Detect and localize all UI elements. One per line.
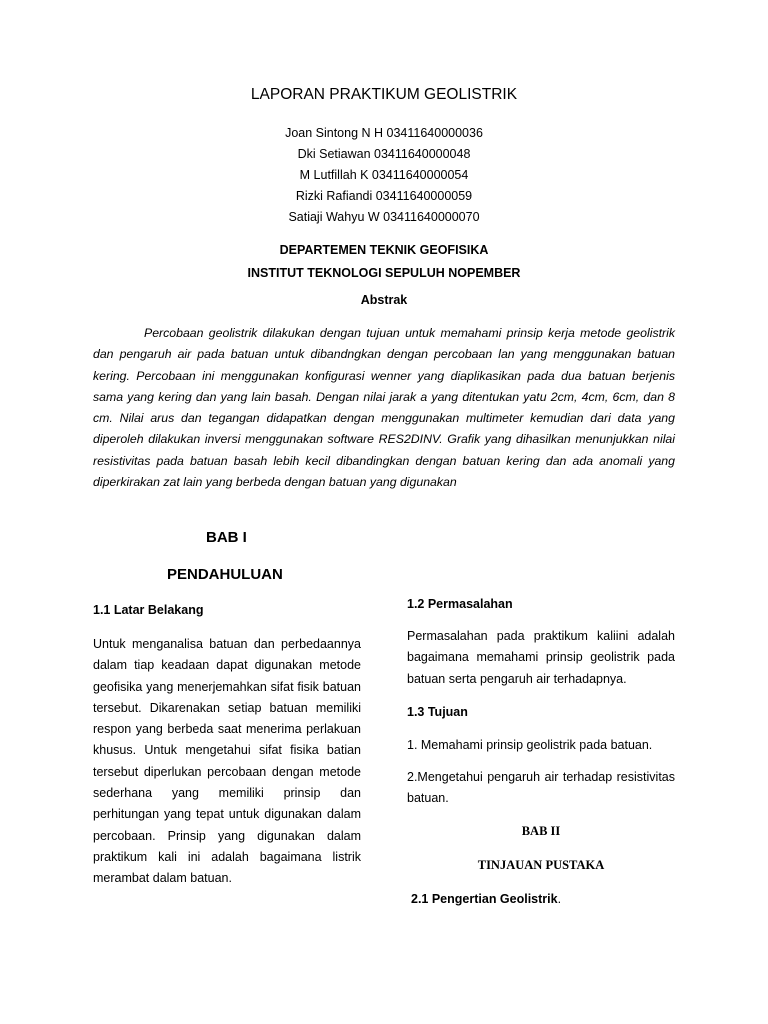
section-2-1-heading — [411, 892, 561, 906]
author-line: M Lutfillah K 03411640000054 — [299, 168, 469, 182]
abstract-text: Percobaan geolistrik dilakukan dengan tujuan untuk memahami prinsip kerja metode geolistrik dan pengaruh air pada batuan untuk dibandngkan dengan percobaan lan yang menggunakan batuan kering. Percobaan ini menggunakan konfigurasi wenner yang diaplikasikan pada dua batuan berjenis sama yang kering dan yang lain basah. Dengan nilai jarak a yang ditentukan yatu 2cm, 4cm, 6cm, dan 8 cm. Nilai arus dan tegangan didapatkan dengan menggunakan multimeter kemudian dari data yang diperoleh dilakukan inversi menggunakan software RES2DINV. Grafik yang dihasilkan menunjukkan nilai resistivitas pada batuan basah lebih kecil dibandingkan dengan batuan kering dan ada anomali yang diperkirakan zat lain yang berbeda dengan batuan yang digunakan — [93, 326, 675, 490]
abstract-heading: Abstrak — [360, 293, 408, 307]
institute-name: INSTITUT TEKNOLOGI SEPULUH NOPEMBER — [247, 266, 521, 280]
department-name: DEPARTEMEN TEKNIK GEOFISIKA — [279, 243, 489, 257]
section-2-1-title: 2.1 Pengertian Geolistrik — [411, 892, 558, 906]
author-line: Dki Setiawan 03411640000048 — [297, 147, 471, 161]
section-2-1-period: . — [557, 892, 562, 906]
section-1-1-heading: 1.1 Latar Belakang — [93, 603, 204, 617]
section-1-3-heading: 1.3 Tujuan — [407, 705, 468, 719]
objective-item-2: 2.Mengetahui pengaruh air terhadap resistivitas batuan. — [407, 770, 675, 806]
report-title: LAPORAN PRAKTIKUM GEOLISTRIK — [250, 86, 518, 103]
chapter1-title: PENDAHULUAN — [167, 566, 283, 583]
chapter2-label: BAB II — [521, 824, 561, 838]
author-line: Satiaji Wahyu W 03411640000070 — [288, 210, 480, 224]
section-1-1-text: Untuk menganalisa batuan dan perbedaannya dalam tiap keadaan dapat digunakan metode geofisika yang menerjemahkan sifat fisik batuan tersebut. Dikarenakan setiap batuan memiliki respon yang berbeda saat menerima perlakuan khusus. Untuk mengetahui sifat fisika batian tersebut diperlukan percobaan dengan metode sederhana yang memiliki prinsip dan perhitungan yang tepat untuk digunakan dalam percobaan. Prinsip yang digunakan dalam praktikum kali ini adalah bagaimana listrik merambat dalam batuan. — [93, 637, 361, 886]
author-list — [0, 123, 768, 228]
section-1-2-text: Permasalahan pada praktikum kaliini adalah bagaimana memahami prinsip geolistrik pada batuan serta pengaruh air terhadapnya. — [407, 629, 675, 686]
author-line: Joan Sintong N H 03411640000036 — [285, 126, 483, 140]
chapter1-label: BAB I — [206, 529, 247, 546]
affiliation — [0, 239, 768, 285]
section-1-2-heading: 1.2 Permasalahan — [407, 597, 513, 611]
chapter2-title: TINJAUAN PUSTAKA — [477, 858, 605, 872]
author-line: Rizki Rafiandi 03411640000059 — [295, 189, 473, 203]
objective-item-1: 1. Memahami prinsip geolistrik pada batuan. — [407, 738, 653, 752]
